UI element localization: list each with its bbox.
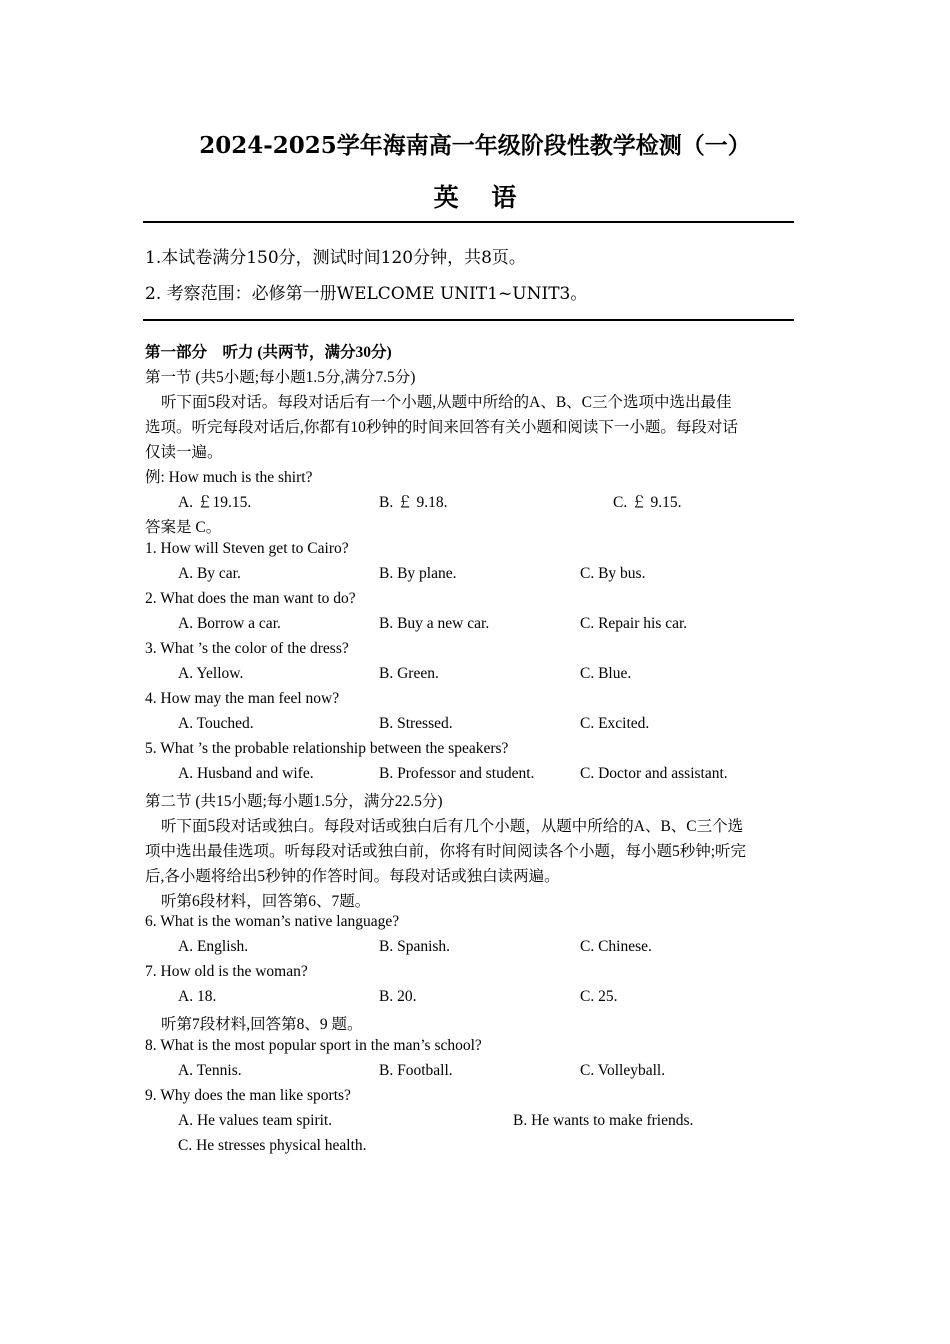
- question-2: 2. What does the man want to do?: [145, 590, 356, 607]
- q8-option-c: C. Volleyball.: [580, 1062, 666, 1079]
- material-7-label: 听第7段材料,回答第8、9 题。: [161, 1016, 363, 1033]
- part1-heading: 第一部分 听力 (共两节，满分30分): [145, 344, 392, 361]
- q9-option-b: B. He wants to make friends.: [513, 1112, 694, 1129]
- q6-option-a: A. English.: [178, 938, 249, 955]
- question-8: 8. What is the most popular sport in the man’s school?: [145, 1037, 482, 1054]
- q4-option-a: A. Touched.: [178, 715, 254, 732]
- q5-option-a: A. Husband and wife.: [178, 765, 314, 782]
- q2-option-c: C. Repair his car.: [580, 615, 688, 632]
- q9-option-c: C. He stresses physical health.: [178, 1137, 367, 1154]
- section1-instruction-2: 选项。听完每段对话后,你都有10秒钟的时间来回答有关小题和阅读下一小题。每段对话: [145, 419, 738, 436]
- q5-option-c: C. Doctor and assistant.: [580, 765, 728, 782]
- note-2: 2. 考察范围：必修第一册WELCOME UNIT1~UNIT3。: [145, 284, 588, 304]
- q3-option-a: A. Yellow.: [178, 665, 244, 682]
- example-option-b: B. ￡ 9.18.: [379, 494, 448, 511]
- note-1: 1.本试卷满分150分，测试时间120分钟，共8页。: [145, 248, 526, 268]
- exam-title: 2024-2025学年海南高一年级阶段性教学检测（一）: [199, 132, 751, 159]
- section1-heading: 第一节 (共5小题;每小题1.5分,满分7.5分): [145, 369, 416, 386]
- q8-option-a: A. Tennis.: [178, 1062, 242, 1079]
- bottom-divider: [143, 319, 794, 321]
- q2-option-a: A. Borrow a car.: [178, 615, 281, 632]
- q7-option-c: C. 25.: [580, 988, 618, 1005]
- section2-instruction-3: 后,各小题将给出5秒钟的作答时间。每段对话或独白读两遍。: [145, 868, 560, 885]
- section2-heading: 第二节 (共15小题;每小题1.5分，满分22.5分): [145, 793, 443, 810]
- example-option-c: C. ￡ 9.15.: [613, 494, 682, 511]
- q1-option-a: A. By car.: [178, 565, 241, 582]
- material-6-label: 听第6段材料，回答第6、7题。: [161, 893, 371, 910]
- q3-option-b: B. Green.: [379, 665, 439, 682]
- subject-title: 英 语: [433, 183, 529, 212]
- example-question: 例: How much is the shirt?: [145, 469, 313, 486]
- question-7: 7. How old is the woman?: [145, 963, 308, 980]
- q3-option-c: C. Blue.: [580, 665, 632, 682]
- section2-instruction-1: 听下面5段对话或独白。每段对话或独白后有几个小题，从题中所给的A、B、C三个选: [161, 818, 744, 835]
- section1-instruction-1: 听下面5段对话。每段对话后有一个小题,从题中所给的A、B、C三个选项中选出最佳: [161, 394, 732, 411]
- q6-option-b: B. Spanish.: [379, 938, 451, 955]
- section1-instruction-3: 仅读一遍。: [145, 444, 223, 461]
- q8-option-b: B. Football.: [379, 1062, 453, 1079]
- q7-option-b: B. 20.: [379, 988, 417, 1005]
- question-9: 9. Why does the man like sports?: [145, 1087, 351, 1104]
- q1-option-c: C. By bus.: [580, 565, 646, 582]
- q1-option-b: B. By plane.: [379, 565, 457, 582]
- question-1: 1. How will Steven get to Cairo?: [145, 540, 349, 557]
- top-divider: [143, 221, 794, 223]
- q4-option-c: C. Excited.: [580, 715, 650, 732]
- q7-option-a: A. 18.: [178, 988, 217, 1005]
- q5-option-b: B. Professor and student.: [379, 765, 535, 782]
- question-4: 4. How may the man feel now?: [145, 690, 340, 707]
- section2-instruction-2: 项中选出最佳选项。听每段对话或独白前，你将有时间阅读各个小题，每小题5秒钟;听完: [145, 843, 747, 860]
- q4-option-b: B. Stressed.: [379, 715, 453, 732]
- q6-option-c: C. Chinese.: [580, 938, 652, 955]
- question-6: 6. What is the woman’s native language?: [145, 913, 400, 930]
- q9-option-a: A. He values team spirit.: [178, 1112, 333, 1129]
- example-option-a: A. ￡19.15.: [178, 494, 252, 511]
- question-5: 5. What ’s the probable relationship between the speakers?: [145, 740, 509, 757]
- question-3: 3. What ’s the color of the dress?: [145, 640, 349, 657]
- example-answer: 答案是 C。: [145, 519, 222, 536]
- q2-option-b: B. Buy a new car.: [379, 615, 490, 632]
